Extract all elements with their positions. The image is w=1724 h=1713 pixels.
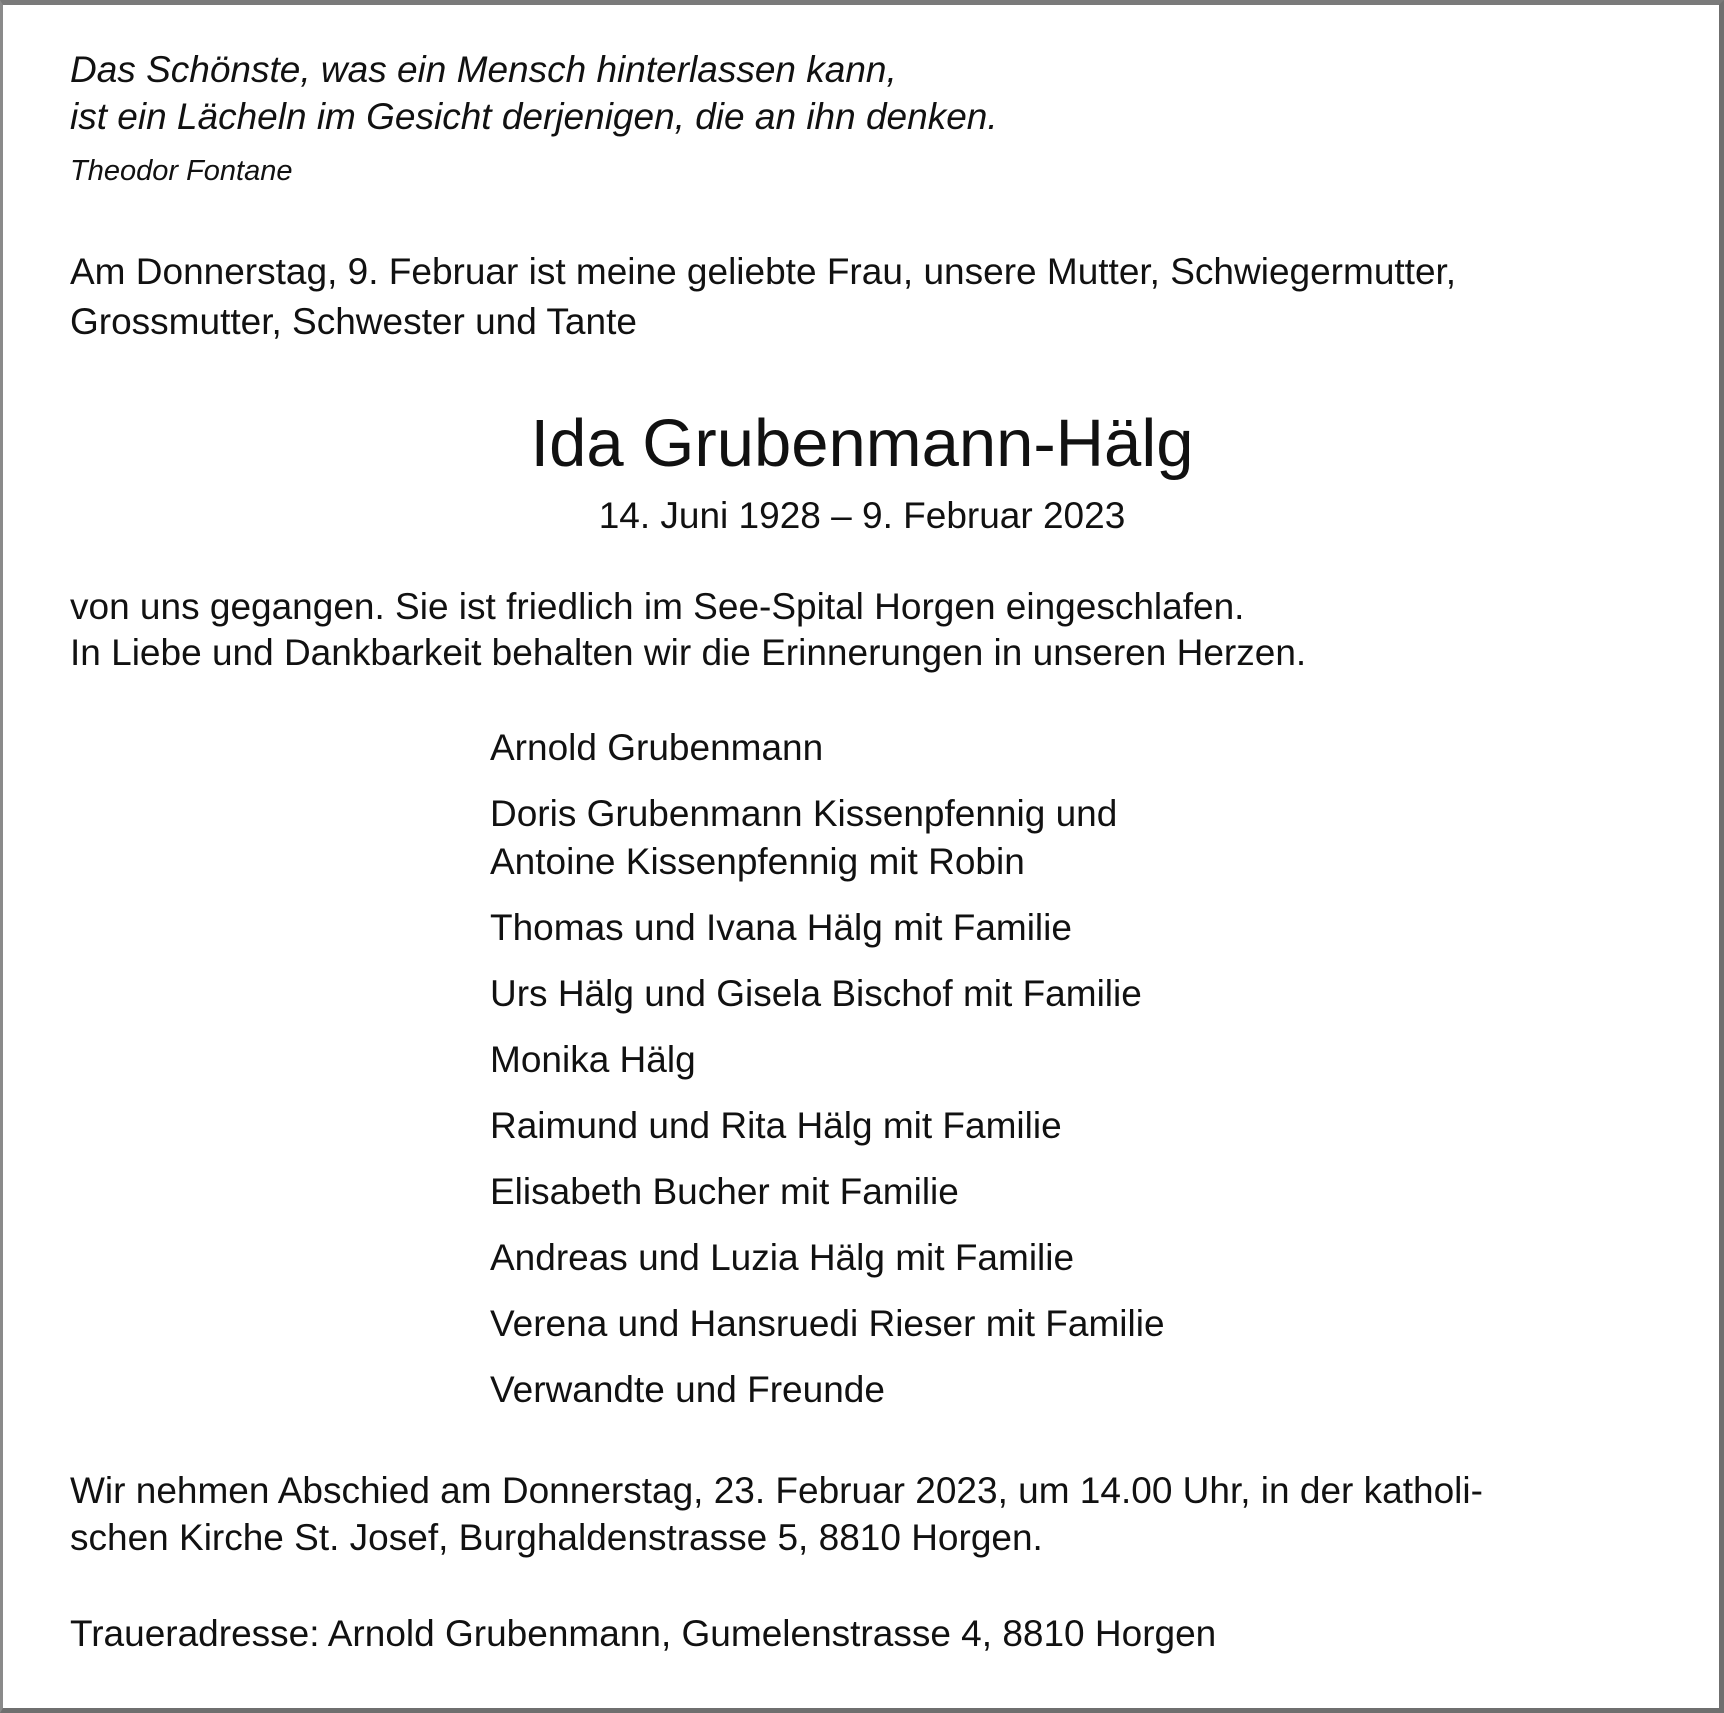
deceased-name: Ida Grubenmann-Hälg bbox=[530, 406, 1194, 481]
mourner-entry bbox=[490, 970, 1165, 1018]
mourner-name: Antoine Kissenpfennig mit Robin bbox=[490, 841, 1025, 882]
mourner-entry bbox=[490, 790, 1165, 886]
mourner-entry bbox=[490, 1366, 1165, 1414]
mourner-name: Monika Hälg bbox=[490, 1039, 696, 1080]
mourner-name: Andreas und Luzia Hälg mit Familie bbox=[490, 1237, 1075, 1278]
quote-author: Theodor Fontane bbox=[70, 155, 293, 187]
mourner-entry bbox=[490, 904, 1165, 952]
mourner-name: Arnold Grubenmann bbox=[490, 727, 824, 768]
mourner-name: Raimund und Rita Hälg mit Familie bbox=[490, 1105, 1062, 1146]
quote-line: ist ein Lächeln im Gesicht derjenigen, die an ihn denken. bbox=[70, 96, 998, 137]
mourner-name: Doris Grubenmann Kissenpfennig und bbox=[490, 793, 1118, 834]
mourner-entry bbox=[490, 1168, 1165, 1216]
passing-line: In Liebe und Dankbarkeit behalten wir die Erinnerungen in unseren Herzen. bbox=[70, 632, 1307, 673]
intro-line: Grossmutter, Schwester und Tante bbox=[70, 301, 637, 342]
mourner-entry bbox=[490, 724, 1165, 772]
mourner-name: Thomas und Ivana Hälg mit Familie bbox=[490, 907, 1072, 948]
life-dates: 14. Juni 1928 – 9. Februar 2023 bbox=[598, 495, 1126, 536]
passing-line: von uns gegangen. Sie ist friedlich im See-Spital Horgen eingeschlafen. bbox=[70, 586, 1245, 627]
mourner-entry bbox=[490, 1102, 1165, 1150]
intro-line: Am Donnerstag, 9. Februar ist meine geliebte Frau, unsere Mutter, Schwiegermutter, bbox=[70, 251, 1457, 292]
farewell-line: schen Kirche St. Josef, Burghaldenstrasse 5, 8810 Horgen. bbox=[70, 1517, 1043, 1558]
mourner-name: Elisabeth Bucher mit Familie bbox=[490, 1171, 959, 1212]
mourner-entry bbox=[490, 1234, 1165, 1282]
mourner-entry bbox=[490, 1036, 1165, 1084]
mourner-name: Verena und Hansruedi Rieser mit Familie bbox=[490, 1303, 1165, 1344]
farewell-line: Wir nehmen Abschied am Donnerstag, 23. Februar 2023, um 14.00 Uhr, in der katholi- bbox=[70, 1470, 1483, 1511]
quote-line: Das Schönste, was ein Mensch hinterlassen kann, bbox=[70, 49, 897, 90]
mourner-entry bbox=[490, 1300, 1165, 1348]
mourner-name: Verwandte und Freunde bbox=[490, 1369, 885, 1410]
mourners-list bbox=[490, 724, 1165, 1432]
mourner-name: Urs Hälg und Gisela Bischof mit Familie bbox=[490, 973, 1142, 1014]
mourning-address: Traueradresse: Arnold Grubenmann, Gumelenstrasse 4, 8810 Horgen bbox=[70, 1613, 1217, 1654]
